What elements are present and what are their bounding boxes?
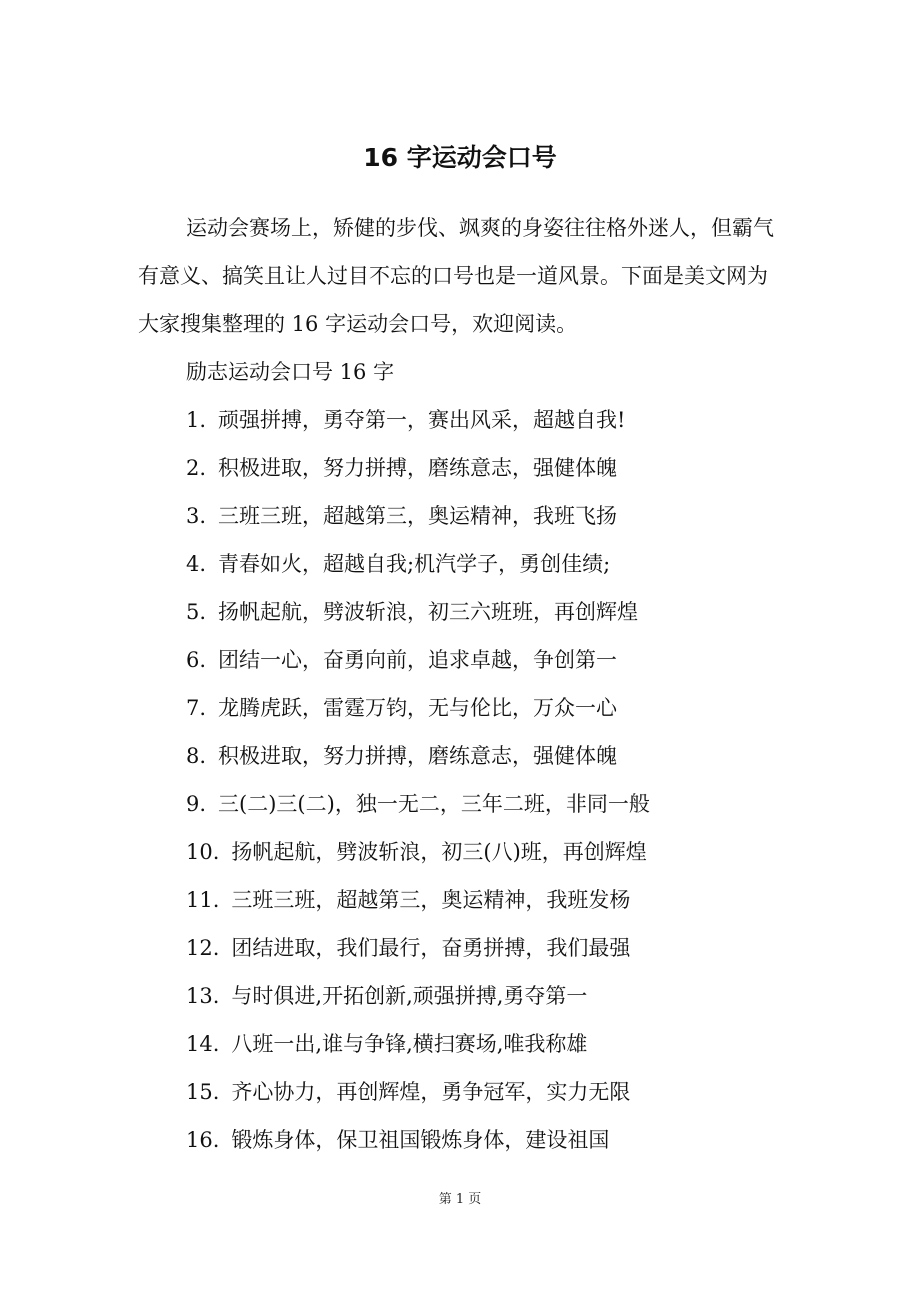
slogan-list <box>186 396 650 1164</box>
list-item <box>186 972 650 1020</box>
list-item <box>186 1020 650 1068</box>
item-text: 龙腾虎跃，雷霆万钧，无与伦比，万众一心 <box>218 696 618 720</box>
item-text: 八班一出,谁与争锋,横扫赛场,唯我称雄 <box>231 1032 588 1056</box>
item-number: 13. <box>186 984 220 1008</box>
item-number: 15. <box>186 1080 220 1104</box>
item-number: 3. <box>186 504 207 528</box>
item-number: 8. <box>186 744 207 768</box>
item-text: 青春如火，超越自我;机汽学子，勇创佳绩; <box>218 552 611 576</box>
list-item <box>186 732 650 780</box>
page-number: 第 1 页 <box>438 1192 482 1207</box>
item-number: 14. <box>186 1032 220 1056</box>
item-number: 11. <box>186 888 220 912</box>
item-text: 扬帆起航，劈波斩浪，初三六班班，再创辉煌 <box>218 600 639 624</box>
item-text: 与时俱进,开拓创新,顽强拼搏,勇夺第一 <box>231 984 588 1008</box>
item-number: 1. <box>186 408 207 432</box>
item-text: 三(二)三(二)，独一无二，三年二班，非同一般 <box>218 792 650 816</box>
list-item <box>186 780 650 828</box>
item-text: 积极进取，努力拼搏，磨练意志，强健体魄 <box>218 744 618 768</box>
list-item <box>186 1068 650 1116</box>
item-text: 团结一心，奋勇向前，追求卓越，争创第一 <box>218 648 618 672</box>
item-number: 7. <box>186 696 207 720</box>
list-item <box>186 636 650 684</box>
list-item <box>186 876 650 924</box>
list-item <box>186 588 650 636</box>
list-item <box>186 444 650 492</box>
item-number: 6. <box>186 648 207 672</box>
item-text: 扬帆起航，劈波斩浪，初三(八)班，再创辉煌 <box>231 840 647 864</box>
list-item <box>186 924 650 972</box>
list-item <box>186 1116 650 1164</box>
item-text: 锻炼身体，保卫祖国锻炼身体，建设祖国 <box>231 1128 610 1152</box>
item-number: 2. <box>186 456 207 480</box>
section-heading: 励志运动会口号 16 字 <box>186 360 395 384</box>
list-item <box>186 684 650 732</box>
item-text: 团结进取，我们最行，奋勇拼搏，我们最强 <box>231 936 631 960</box>
item-text: 积极进取，努力拼搏，磨练意志，强健体魄 <box>218 456 618 480</box>
page-title: 16 字运动会口号 <box>363 143 557 172</box>
list-item <box>186 828 650 876</box>
item-text: 三班三班，超越第三，奥运精神，我班飞扬 <box>218 504 618 528</box>
item-number: 16. <box>186 1128 220 1152</box>
list-item <box>186 396 650 444</box>
intro-paragraph: 运动会赛场上，矫健的步伐、飒爽的身姿往往格外迷人，但霸气有意义、搞笑且让人过目不忘的口号也是一道风景。下面是美文网为大家搜集整理的 16 字运动会口号，欢迎阅读。 <box>138 216 774 336</box>
list-item <box>186 492 650 540</box>
item-number: 10. <box>186 840 220 864</box>
item-text: 顽强拼搏，勇夺第一，赛出风采，超越自我! <box>218 408 626 432</box>
item-number: 5. <box>186 600 207 624</box>
item-number: 9. <box>186 792 207 816</box>
list-item <box>186 540 650 588</box>
item-text: 齐心协力，再创辉煌，勇争冠军，实力无限 <box>231 1080 631 1104</box>
item-number: 12. <box>186 936 220 960</box>
item-number: 4. <box>186 552 207 576</box>
item-text: 三班三班，超越第三，奥运精神，我班发杨 <box>231 888 631 912</box>
